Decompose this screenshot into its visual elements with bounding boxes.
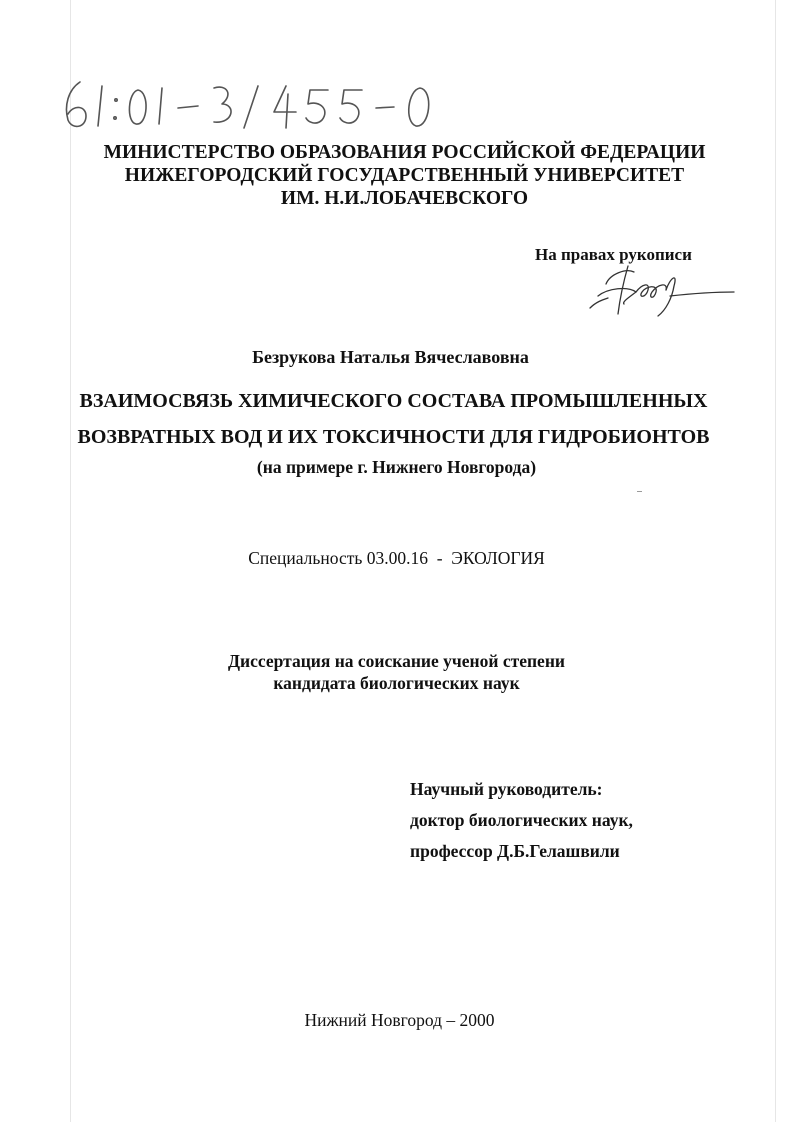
title-line-1: ВЗАИМОСВЯЗЬ ХИМИЧЕСКОГО СОСТАВА ПРОМЫШЛЕННЫХ (79, 390, 708, 412)
supervisor-degree: доктор биологических наук, (410, 810, 633, 830)
scan-speck (637, 491, 642, 492)
dissertation-title (0, 383, 790, 455)
author-name: Безрукова Наталья Вячеславовна (252, 347, 529, 367)
ministry-line-3: ИМ. Н.И.ЛОБАЧЕВСКОГО (280, 188, 529, 209)
ministry-header (8, 141, 793, 210)
manuscript-note: На правах рукописи (535, 245, 692, 264)
dissertation-subtitle: (на примере г. Нижнего Новгорода) (256, 457, 537, 477)
degree-line-1: Диссертация на соискание ученой степени (228, 651, 565, 671)
supervisor-label: Научный руководитель: (410, 779, 603, 799)
degree-line-2: кандидата биологических наук (273, 673, 520, 693)
ministry-line-2: НИЖЕГОРОДСКИЙ ГОСУДАРСТВЕННЫЙ УНИВЕРСИТЕТ (124, 165, 685, 186)
degree-statement (0, 650, 793, 694)
title-line-2: ВОЗВРАТНЫХ ВОД И ИХ ТОКСИЧНОСТИ ДЛЯ ГИДРОБИОНТОВ (77, 426, 710, 448)
speciality: Специальность 03.00.16 - ЭКОЛОГИЯ (248, 548, 545, 568)
city-year: Нижний Новгород – 2000 (304, 1010, 495, 1030)
signature (588, 258, 738, 320)
supervisor-block (410, 774, 633, 867)
supervisor-name: профессор Д.Б.Гелашвили (410, 841, 620, 861)
ministry-line-1: МИНИСТЕРСТВО ОБРАЗОВАНИЯ РОССИЙСКОЙ ФЕДЕРАЦИИ (103, 142, 706, 163)
handwritten-catalog-code (58, 72, 438, 134)
